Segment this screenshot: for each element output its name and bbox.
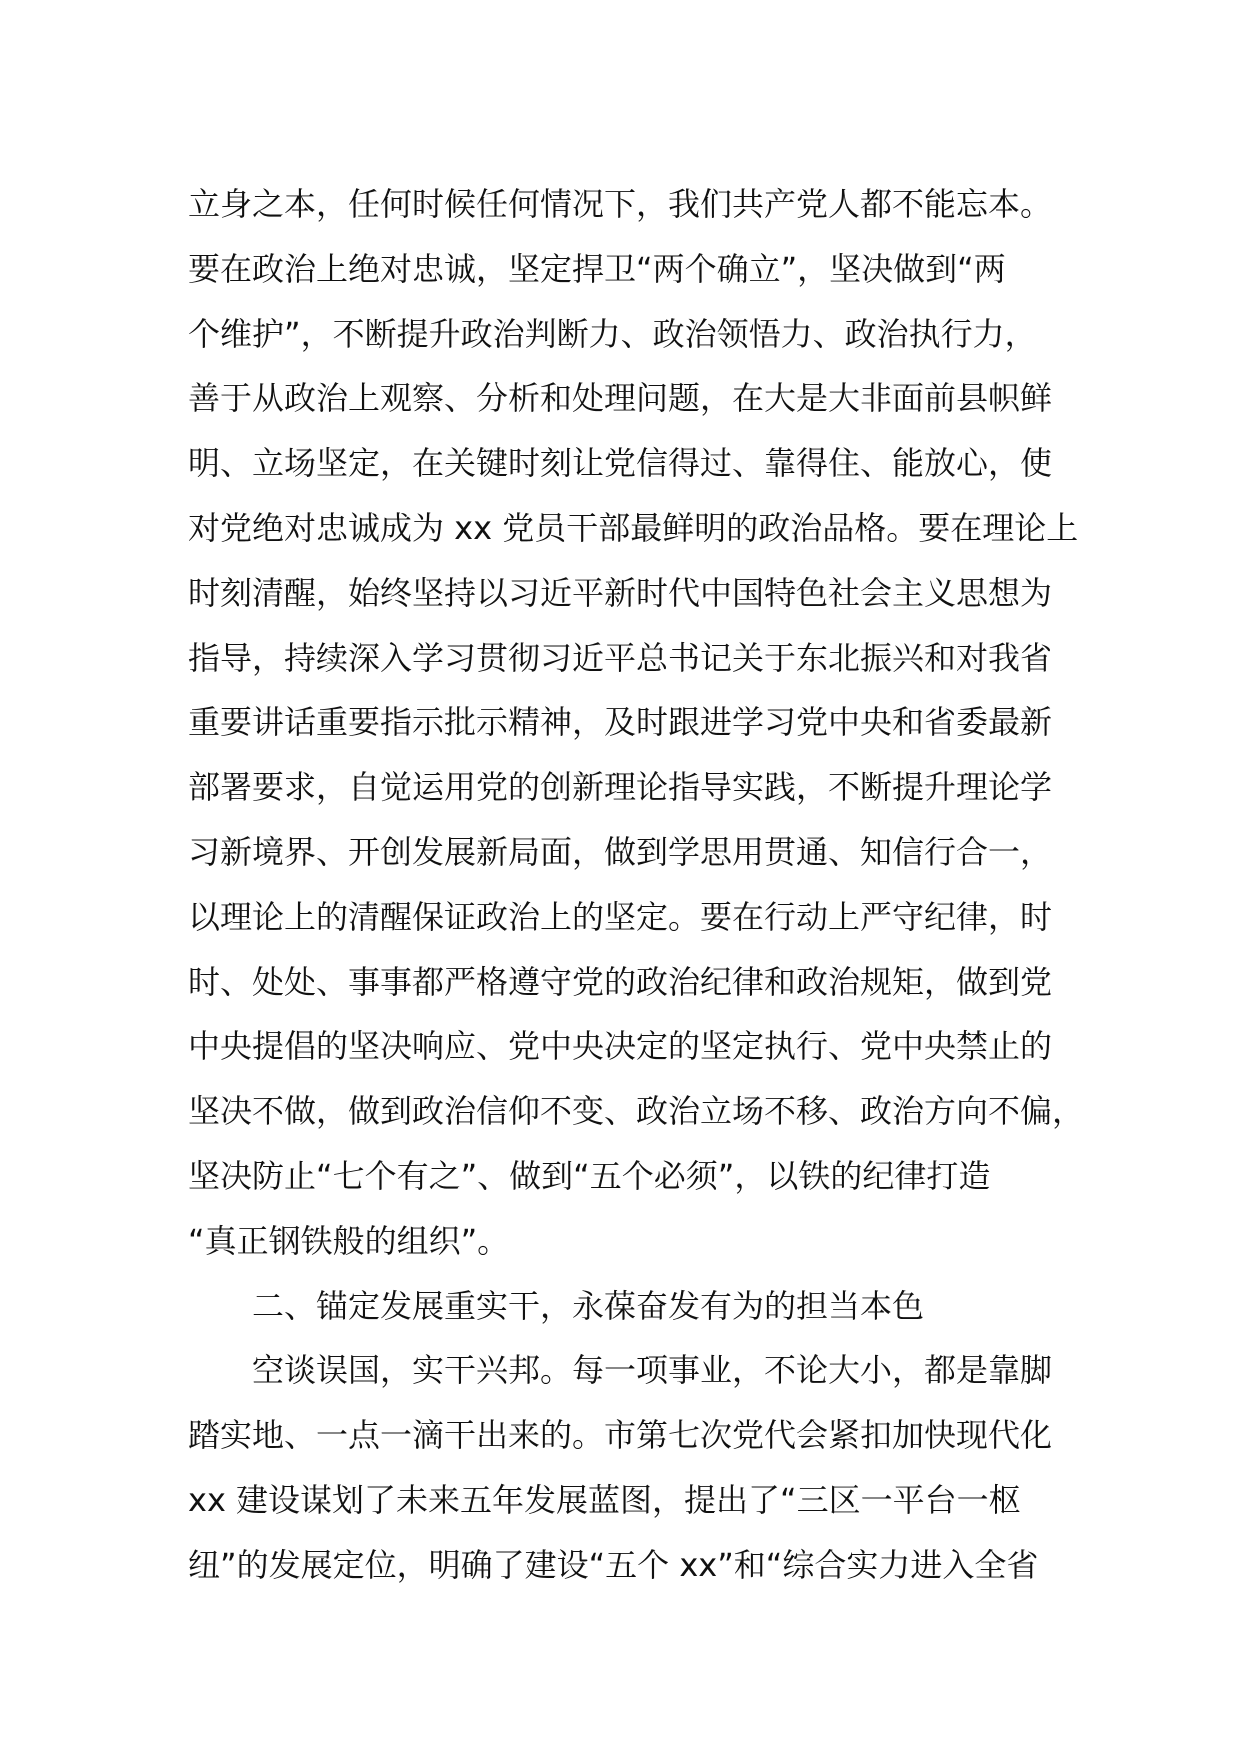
paragraph-line: 重要讲话重要指示批示精神，及时跟进学习党中央和省委最新 <box>188 703 1053 742</box>
paragraph-line: 中央提倡的坚决响应、党中央决定的坚定执行、党中央禁止的 <box>188 1027 1053 1066</box>
paragraph-line: 要在政治上绝对忠诚，坚定捍卫“两个确立”，坚决做到“两 <box>188 249 1006 288</box>
paragraph-line: 坚决防止“七个有之”、做到“五个必须”，以铁的纪律打造 <box>188 1156 991 1195</box>
body-text <box>188 172 1088 1598</box>
paragraph-line: 以理论上的清醒保证政治上的坚定。要在行动上严守纪律，时 <box>188 897 1053 936</box>
paragraph-line: 部署要求，自觉运用党的创新理论指导实践，不断提升理论学 <box>188 768 1053 807</box>
paragraph-line: 明、立场坚定，在关键时刻让党信得过、靠得住、能放心，使 <box>188 444 1053 483</box>
paragraph-line-indented: 二、锚定发展重实干，永葆奋发有为的担当本色 <box>252 1286 925 1325</box>
paragraph-line: 立身之本，任何时候任何情况下，我们共产党人都不能忘本。 <box>188 185 1053 223</box>
paragraph-line: xx 建设谋划了未来五年发展蓝图，提出了“三区一平台一枢 <box>188 1480 1021 1519</box>
paragraph-line: 善于从政治上观察、分析和处理问题，在大是大非面前县帜鲜 <box>188 379 1053 418</box>
paragraph-line: 时、处处、事事都严格遵守党的政治纪律和政治规矩，做到党 <box>188 962 1053 1001</box>
paragraph-line: “真正钢铁般的组织”。 <box>188 1221 510 1260</box>
paragraph-line: 习新境界、开创发展新局面，做到学思用贯通、知信行合一， <box>188 832 1053 871</box>
paragraph-line: 对党绝对忠诚成为 xx 党员干部最鲜明的政治品格。要在理论上 <box>188 508 1079 547</box>
paragraph-line-indented: 空谈误国，实干兴邦。每一项事业，不论大小，都是靠脚 <box>252 1351 1053 1390</box>
paragraph-line: 时刻清醒，始终坚持以习近平新时代中国特色社会主义思想为 <box>188 573 1053 612</box>
paragraph-line: 指导，持续深入学习贯彻习近平总书记关于东北振兴和对我省 <box>188 638 1053 677</box>
paragraph-line: 坚决不做，做到政治信仰不变、政治立场不移、政治方向不偏， <box>188 1092 1085 1131</box>
paragraph-line: 个维护”，不断提升政治判断力、政治领悟力、政治执行力， <box>188 314 1037 353</box>
paragraph-line: 纽”的发展定位，明确了建设“五个 xx”和“综合实力进入全省 <box>188 1545 1039 1584</box>
paragraph-line: 踏实地、一点一滴干出来的。市第七次党代会紧扣加快现代化 <box>188 1416 1053 1455</box>
